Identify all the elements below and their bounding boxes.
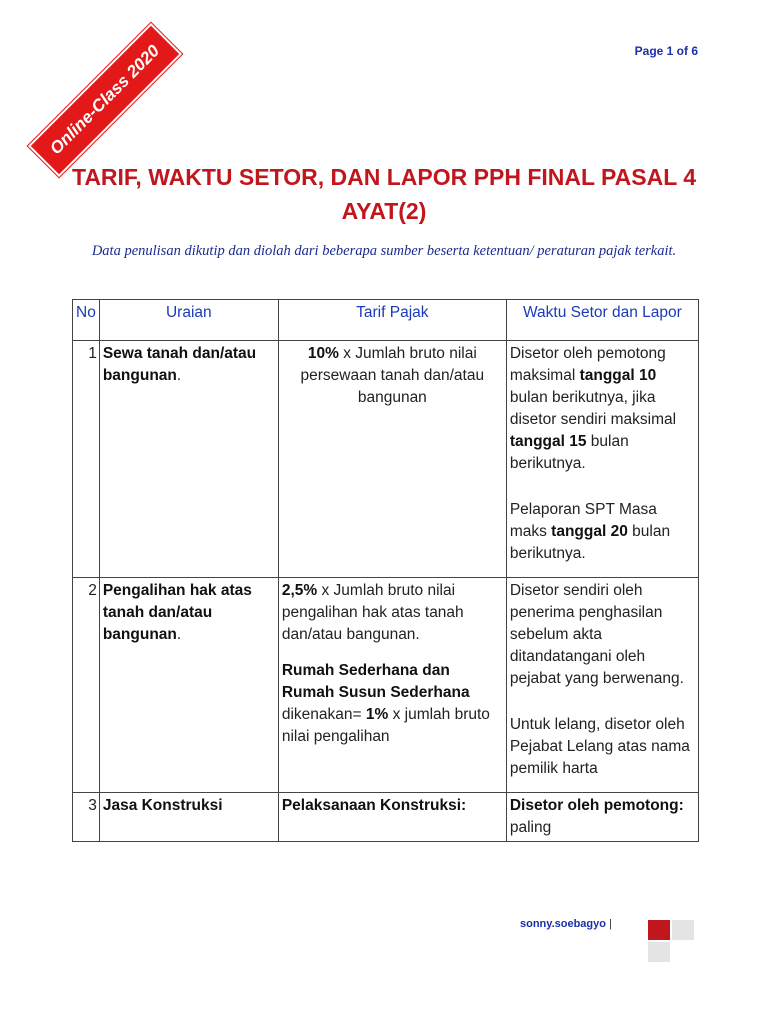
waktu-lelang: Untuk lelang, disetor oleh Pejabat Lelang atas nama pemilik harta [509, 716, 690, 777]
tarif-general: 2,5% x Jumlah bruto nilai pengalihan hak atas tanah dan/atau bangunan. [281, 582, 464, 643]
tarif-rumah-sederhana: Rumah Sederhana dan Rumah Susun Sederhana dikenakan= 1% x jumlah bruto nilai pengalihan [281, 662, 490, 745]
footer-square-gray [648, 942, 670, 962]
row-tarif: 10% x Jumlah bruto nilai persewaan tanah dan/atau bangunan [278, 341, 506, 578]
row-tarif [278, 578, 506, 793]
document-title: TARIF, WAKTU SETOR, DAN LAPOR PPH FINAL PASAL 4 AYAT(2) [71, 164, 697, 224]
stamp-text: Online-Class 2020 [46, 41, 164, 159]
row-tarif: Pelaksanaan Konstruksi: [278, 793, 506, 842]
intro-text: Data penulisan dikutip dan diolah dari beberapa sumber beserta ketentuan/ peraturan pajak terkait. [91, 243, 677, 259]
page-number: Page 1 of 6 [634, 44, 698, 58]
footer-square-red [648, 920, 670, 940]
header-no: No [73, 300, 100, 341]
footer-name: sonny.soebagyo [520, 918, 606, 930]
table-header-row [73, 300, 699, 341]
waktu-setor: Disetor oleh pemotong maksimal tanggal 10 bulan berikutnya, jika disetor sendiri maksimal tanggal 15 bulan berikutnya. [509, 345, 677, 472]
tax-table [72, 299, 699, 842]
row-number: 1 [73, 341, 100, 578]
row-uraian: Pengalihan hak atas tanah dan/atau bangunan. [99, 578, 278, 793]
footer-square-gray [672, 920, 694, 940]
row-uraian: Jasa Konstruksi [99, 793, 278, 842]
footer-author [520, 918, 612, 930]
header-uraian: Uraian [99, 300, 278, 341]
row-uraian: Sewa tanah dan/atau bangunan. [99, 341, 278, 578]
row-number: 3 [73, 793, 100, 842]
table-row [73, 341, 699, 578]
row-waktu [506, 578, 698, 793]
table-row [73, 578, 699, 793]
row-number: 2 [73, 578, 100, 793]
online-class-stamp [28, 23, 182, 177]
waktu-setor: Disetor sendiri oleh penerima penghasilan sebelum akta ditandatangani oleh pejabat yang berwenang. [509, 582, 684, 687]
table-row [73, 793, 699, 842]
row-waktu: Disetor oleh pemotong: paling [506, 793, 698, 842]
header-waktu: Waktu Setor dan Lapor [506, 300, 698, 341]
waktu-lapor: Pelaporan SPT Masa maks tanggal 20 bulan berikutnya. [509, 501, 671, 562]
row-waktu [506, 341, 698, 578]
header-tarif: Tarif Pajak [278, 300, 506, 341]
footer-separator: | [609, 918, 612, 930]
